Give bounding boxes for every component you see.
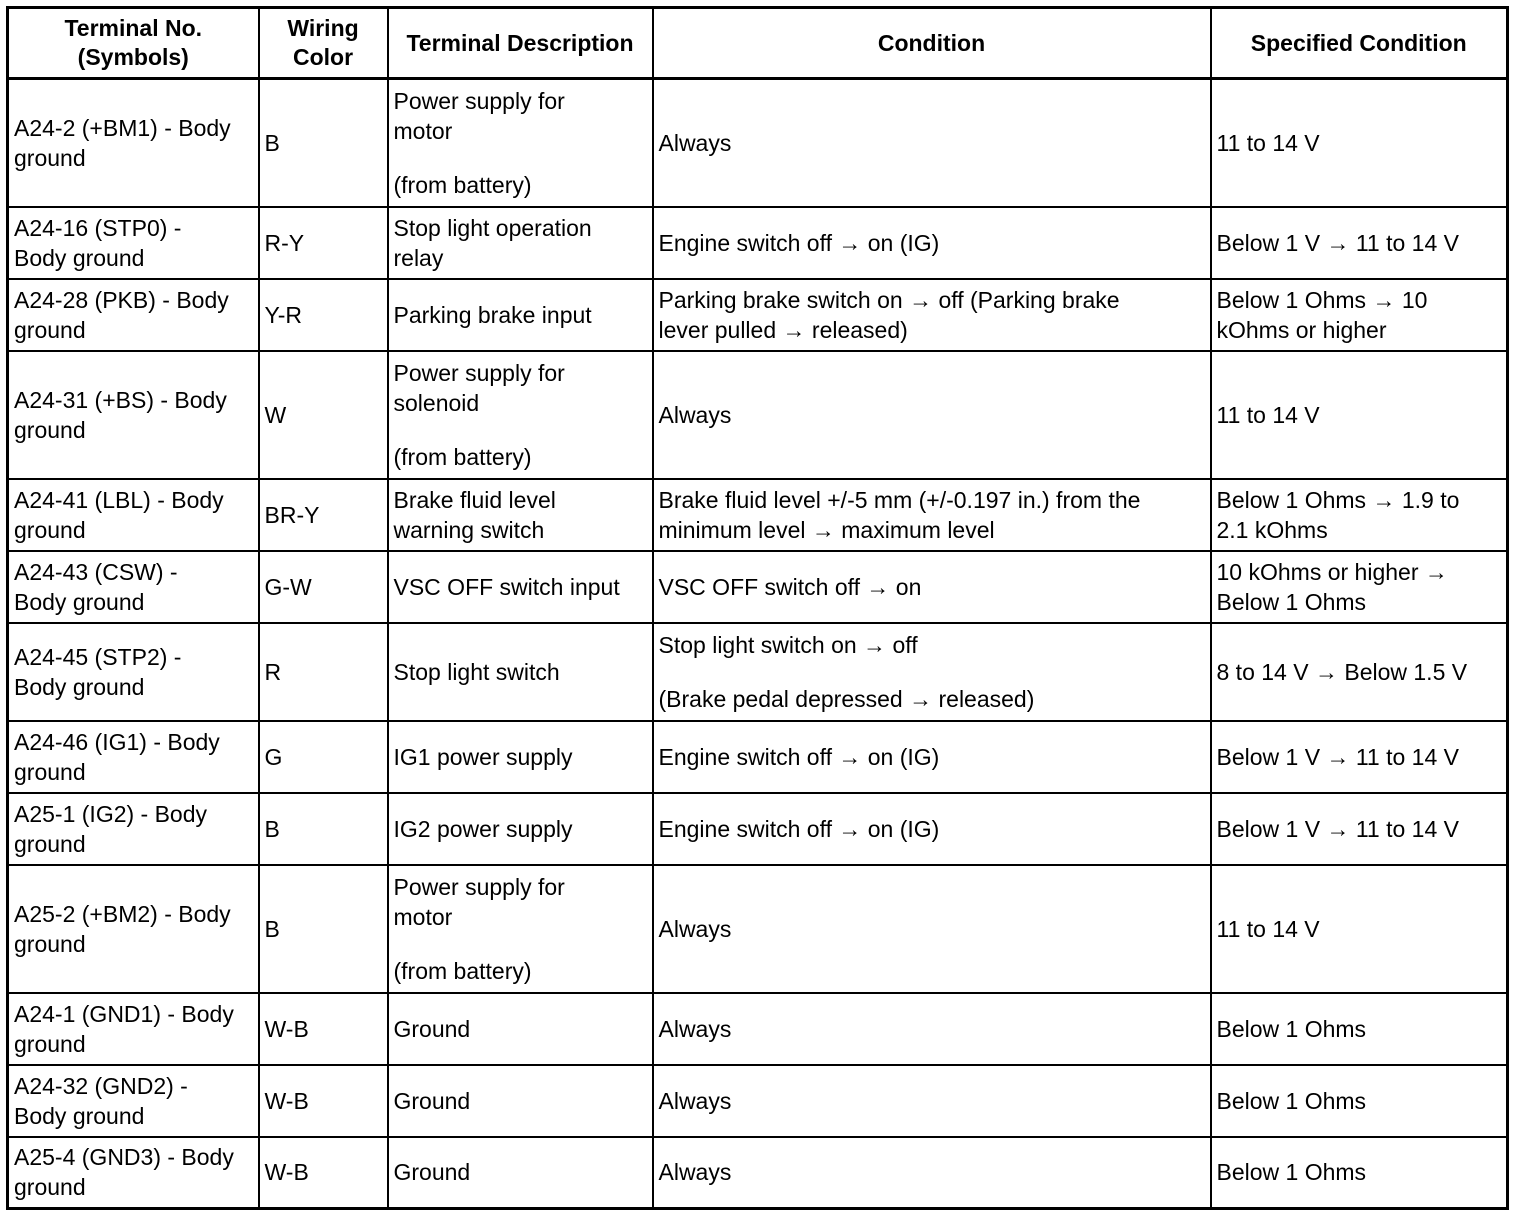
- terminal-cell: [8, 79, 259, 207]
- cell-text-line: 11 to 14 V: [1216, 915, 1320, 942]
- table-row: [8, 279, 1508, 351]
- cell-text-line: Below 1 V → 11 to 14 V: [1216, 815, 1459, 842]
- table-row: [8, 1137, 1508, 1209]
- header-terminal-description: [388, 8, 653, 79]
- table-row: [8, 623, 1508, 721]
- cell-text-line: A24-16 (STP0) -: [14, 214, 182, 241]
- terminal-cell: [8, 721, 259, 793]
- cell-text-line: ground: [14, 144, 86, 171]
- cell-text-line: (from battery): [393, 443, 532, 470]
- header-specified-line1: Specified Condition: [1250, 29, 1467, 56]
- cell-text-line: Body ground: [14, 673, 145, 700]
- cell-text-line: 11 to 14 V: [1216, 401, 1320, 428]
- cell-text-line: B: [264, 915, 280, 942]
- condition-cell: [653, 793, 1211, 865]
- cell-text-line: A24-31 (+BS) - Body: [14, 386, 227, 413]
- table-row: [8, 479, 1508, 551]
- wiring-color-cell: [259, 207, 388, 279]
- header-specified-condition: [1211, 8, 1508, 79]
- cell-text-line: Stop light operation: [393, 214, 592, 241]
- cell-text-line: ground: [14, 758, 86, 785]
- specified-condition-cell: [1211, 207, 1508, 279]
- wiring-color-cell: [259, 993, 388, 1065]
- condition-cell: [653, 623, 1211, 721]
- cell-text-line: ground: [14, 1030, 86, 1057]
- cell-text-line: A24-28 (PKB) - Body: [14, 286, 229, 313]
- cell-text-line: Body ground: [14, 244, 145, 271]
- cell-text-line: Engine switch off → on (IG): [658, 815, 940, 842]
- header-condition: [653, 8, 1211, 79]
- terminal-cell: [8, 793, 259, 865]
- wiring-color-cell: [259, 351, 388, 479]
- cell-text-line: ground: [14, 316, 86, 343]
- description-cell: [388, 351, 653, 479]
- cell-text-line: relay: [393, 244, 444, 271]
- specified-condition-cell: [1211, 793, 1508, 865]
- cell-text-line: VSC OFF switch input: [393, 573, 620, 600]
- wiring-color-cell: [259, 721, 388, 793]
- header-terminal: [8, 8, 259, 79]
- cell-text-line: Brake fluid level: [393, 486, 556, 513]
- condition-cell: [653, 993, 1211, 1065]
- description-cell: [388, 865, 653, 993]
- cell-text-line: BR-Y: [264, 501, 320, 528]
- description-cell: [388, 993, 653, 1065]
- cell-text-line: G: [264, 743, 283, 770]
- cell-text-line: ground: [14, 830, 86, 857]
- condition-cell: [653, 279, 1211, 351]
- header-terminal-line1: Terminal No.: [64, 15, 203, 41]
- cell-text-line: ground: [14, 516, 86, 543]
- cell-text-line: warning switch: [393, 516, 545, 543]
- wiring-color-cell: [259, 551, 388, 623]
- cell-text-line: W-B: [264, 1159, 309, 1186]
- header-wiring-line1: Wiring: [287, 15, 359, 41]
- cell-text-line: Y-R: [264, 301, 302, 328]
- cell-text-line: Power supply for: [393, 359, 565, 386]
- wiring-color-cell: [259, 479, 388, 551]
- cell-text-line: A24-1 (GND1) - Body: [14, 1000, 234, 1027]
- cell-text-line: Body ground: [14, 1102, 145, 1129]
- cell-text-line: Ground: [393, 1159, 471, 1186]
- cell-text-line: Power supply for: [393, 873, 565, 900]
- cell-text-line: W: [264, 401, 287, 428]
- condition-cell: [653, 79, 1211, 207]
- specified-condition-cell: [1211, 1065, 1508, 1137]
- condition-cell: [653, 865, 1211, 993]
- wiring-color-cell: [259, 623, 388, 721]
- specified-condition-cell: [1211, 79, 1508, 207]
- header-wiring-line2: Color: [292, 44, 354, 70]
- condition-cell: [653, 479, 1211, 551]
- table-row: [8, 721, 1508, 793]
- terminal-cell: [8, 351, 259, 479]
- terminal-cell: [8, 865, 259, 993]
- description-cell: [388, 1137, 653, 1209]
- wiring-color-cell: [259, 793, 388, 865]
- specified-condition-cell: [1211, 993, 1508, 1065]
- specified-condition-cell: [1211, 351, 1508, 479]
- cell-text-line: A24-45 (STP2) -: [14, 643, 182, 670]
- cell-text-line: W-B: [264, 1087, 309, 1114]
- specified-condition-cell: [1211, 623, 1508, 721]
- cell-text-line: B: [264, 129, 280, 156]
- cell-text-line: Always: [658, 915, 732, 942]
- cell-text-line: A25-1 (IG2) - Body: [14, 800, 208, 827]
- specified-condition-cell: [1211, 1137, 1508, 1209]
- cell-text-line: (from battery): [393, 957, 532, 984]
- cell-text-line: IG1 power supply: [393, 743, 573, 770]
- table-row: [8, 1065, 1508, 1137]
- terminal-cell: [8, 279, 259, 351]
- cell-text-line: Always: [658, 401, 732, 428]
- cell-text-line: A25-2 (+BM2) - Body: [14, 900, 231, 927]
- cell-text-line: Body ground: [14, 588, 145, 615]
- condition-cell: [653, 1065, 1211, 1137]
- cell-text-line: IG2 power supply: [393, 815, 573, 842]
- cell-text-line: Parking brake input: [393, 301, 592, 328]
- cell-text-line: R-Y: [264, 229, 305, 256]
- wiring-color-cell: [259, 1065, 388, 1137]
- cell-text-line: Below 1 V → 11 to 14 V: [1216, 229, 1459, 256]
- cell-text-line: B: [264, 815, 280, 842]
- cell-text-line: Engine switch off → on (IG): [658, 229, 940, 256]
- table-row: [8, 351, 1508, 479]
- cell-text-line: Below 1 Ohms: [1216, 588, 1367, 615]
- terminal-spec-sheet: [6, 6, 1506, 1209]
- wiring-color-cell: [259, 1137, 388, 1209]
- cell-text-line: Below 1 Ohms: [1216, 1087, 1367, 1114]
- terminal-cell: [8, 207, 259, 279]
- cell-text-line: 11 to 14 V: [1216, 129, 1320, 156]
- cell-text-line: Below 1 Ohms → 1.9 to: [1216, 486, 1460, 513]
- cell-text-line: Brake fluid level +/-5 mm (+/-0.197 in.) from the: [658, 486, 1141, 513]
- description-cell: [388, 279, 653, 351]
- specified-condition-cell: [1211, 721, 1508, 793]
- wiring-color-cell: [259, 865, 388, 993]
- cell-text-line: A25-4 (GND3) - Body: [14, 1144, 234, 1171]
- table-row: [8, 865, 1508, 993]
- description-cell: [388, 623, 653, 721]
- condition-cell: [653, 207, 1211, 279]
- cell-text-line: A24-2 (+BM1) - Body: [14, 114, 231, 141]
- cell-text-line: motor: [393, 117, 453, 144]
- cell-text-line: minimum level → maximum level: [658, 516, 995, 543]
- cell-text-line: solenoid: [393, 389, 480, 416]
- cell-spacer: [394, 418, 647, 442]
- condition-cell: [653, 721, 1211, 793]
- cell-text-line: kOhms or higher: [1216, 316, 1387, 343]
- table-row: [8, 993, 1508, 1065]
- cell-text-line: Ground: [393, 1087, 471, 1114]
- description-cell: [388, 207, 653, 279]
- cell-text-line: (from battery): [393, 171, 532, 198]
- wiring-color-cell: [259, 279, 388, 351]
- cell-text-line: Ground: [393, 1015, 471, 1042]
- cell-text-line: Always: [658, 1015, 732, 1042]
- cell-text-line: G-W: [264, 573, 312, 600]
- condition-cell: [653, 351, 1211, 479]
- cell-text-line: ground: [14, 930, 86, 957]
- terminal-cell: [8, 993, 259, 1065]
- cell-spacer: [394, 146, 647, 170]
- cell-text-line: Below 1 Ohms: [1216, 1159, 1367, 1186]
- cell-text-line: Always: [658, 1087, 732, 1114]
- description-cell: [388, 79, 653, 207]
- table-row: [8, 551, 1508, 623]
- terminal-spec-table: [6, 6, 1509, 1210]
- header-description-line1: Terminal Description: [406, 29, 634, 56]
- cell-text-line: Below 1 Ohms: [1216, 1015, 1367, 1042]
- cell-text-line: Parking brake switch on → off (Parking brake: [658, 286, 1120, 313]
- specified-condition-cell: [1211, 551, 1508, 623]
- cell-text-line: 2.1 kOhms: [1216, 516, 1328, 543]
- table-row: [8, 79, 1508, 207]
- cell-text-line: A24-41 (LBL) - Body: [14, 486, 224, 513]
- terminal-cell: [8, 551, 259, 623]
- description-cell: [388, 1065, 653, 1137]
- terminal-cell: [8, 1065, 259, 1137]
- cell-text-line: Power supply for: [393, 87, 565, 114]
- cell-text-line: Below 1 Ohms → 10: [1216, 286, 1428, 313]
- cell-text-line: W-B: [264, 1015, 309, 1042]
- specified-condition-cell: [1211, 279, 1508, 351]
- cell-text-line: ground: [14, 416, 86, 443]
- terminal-cell: [8, 623, 259, 721]
- cell-text-line: A24-43 (CSW) -: [14, 558, 178, 585]
- spec-table-body: [8, 79, 1508, 1209]
- cell-text-line: A24-46 (IG1) - Body: [14, 728, 220, 755]
- specified-condition-cell: [1211, 479, 1508, 551]
- condition-cell: [653, 551, 1211, 623]
- header-condition-line1: Condition: [877, 29, 986, 56]
- cell-spacer: [659, 660, 1205, 684]
- condition-cell: [653, 1137, 1211, 1209]
- description-cell: [388, 551, 653, 623]
- cell-spacer: [394, 932, 647, 956]
- wiring-color-cell: [259, 79, 388, 207]
- cell-text-line: motor: [393, 903, 453, 930]
- header-terminal-line2: (Symbols): [77, 44, 189, 70]
- cell-text-line: Stop light switch: [393, 658, 560, 685]
- cell-text-line: Always: [658, 1159, 732, 1186]
- cell-text-line: Stop light switch on → off: [658, 631, 918, 658]
- description-cell: [388, 479, 653, 551]
- cell-text-line: (Brake pedal depressed → released): [658, 685, 1035, 712]
- terminal-cell: [8, 479, 259, 551]
- cell-text-line: 8 to 14 V → Below 1.5 V: [1216, 658, 1468, 685]
- table-row: [8, 793, 1508, 865]
- cell-text-line: Engine switch off → on (IG): [658, 743, 940, 770]
- cell-text-line: VSC OFF switch off → on: [658, 573, 922, 600]
- cell-text-line: 10 kOhms or higher →: [1216, 558, 1448, 585]
- header-wiring-color: [259, 8, 388, 79]
- cell-text-line: Always: [658, 129, 732, 156]
- description-cell: [388, 721, 653, 793]
- cell-text-line: lever pulled → released): [658, 316, 908, 343]
- header-row: [8, 8, 1508, 79]
- cell-text-line: Below 1 V → 11 to 14 V: [1216, 743, 1459, 770]
- table-row: [8, 207, 1508, 279]
- cell-text-line: ground: [14, 1174, 86, 1201]
- cell-text-line: R: [264, 658, 282, 685]
- specified-condition-cell: [1211, 865, 1508, 993]
- terminal-cell: [8, 1137, 259, 1209]
- description-cell: [388, 793, 653, 865]
- cell-text-line: A24-32 (GND2) -: [14, 1072, 188, 1099]
